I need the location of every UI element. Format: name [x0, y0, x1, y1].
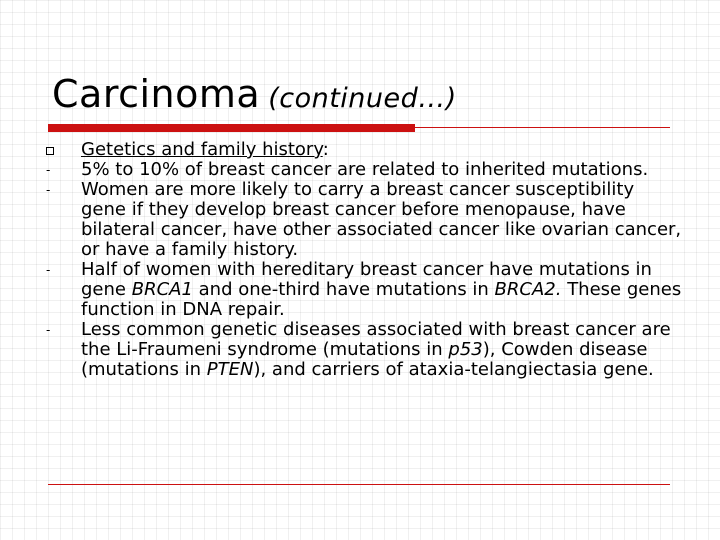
list-item	[44, 180, 684, 260]
bullet-text: Half of women with hereditary breast cancer have mutations in gene	[81, 259, 652, 300]
slide-title	[52, 70, 457, 123]
heading-item	[44, 140, 684, 160]
title-divider	[48, 124, 670, 132]
title-main: Carcinoma	[52, 72, 261, 116]
heading-text: Getetics and family history	[81, 139, 323, 160]
gene-name-brca2: BRCA2.	[494, 279, 562, 300]
list-item	[44, 320, 684, 380]
bullet-text: These genes function in DNA repair.	[81, 279, 682, 320]
bullet-text: Women are more likely to carry a breast cancer susceptibility gene if they develop breast cancer before menopause, have bilateral cancer, have other associated cancer like ovarian cancer, or have a family history.	[81, 179, 682, 260]
slide-body	[44, 140, 684, 380]
bullet-text: Less common genetic diseases associated with breast cancer are the Li-Fraumeni syndrome (mutations in	[81, 319, 671, 360]
footer-divider	[48, 484, 670, 485]
bullet-text: ), and carriers of ataxia-telangiectasia gene.	[253, 359, 654, 380]
dash-bullet-icon: -	[46, 323, 51, 337]
title-subtitle: (continued…)	[268, 83, 457, 114]
dash-bullet-icon: -	[46, 263, 51, 277]
list-item	[44, 160, 684, 180]
bullet-text: and one-third have mutations in	[192, 279, 495, 300]
list-item	[44, 260, 684, 320]
dash-bullet-icon: -	[46, 183, 51, 197]
square-bullet-icon	[46, 147, 54, 155]
bullet-text: 5% to 10% of breast cancer are related to inherited mutations.	[81, 159, 649, 180]
gene-name-brca1: BRCA1	[131, 279, 193, 300]
gene-name-pten: PTEN	[206, 359, 254, 380]
heading-colon: :	[322, 139, 329, 160]
dash-bullet-icon: -	[46, 163, 51, 177]
gene-name-p53: p53	[448, 339, 483, 360]
bullet-text: ), Cowden disease (mutations in	[81, 339, 648, 380]
